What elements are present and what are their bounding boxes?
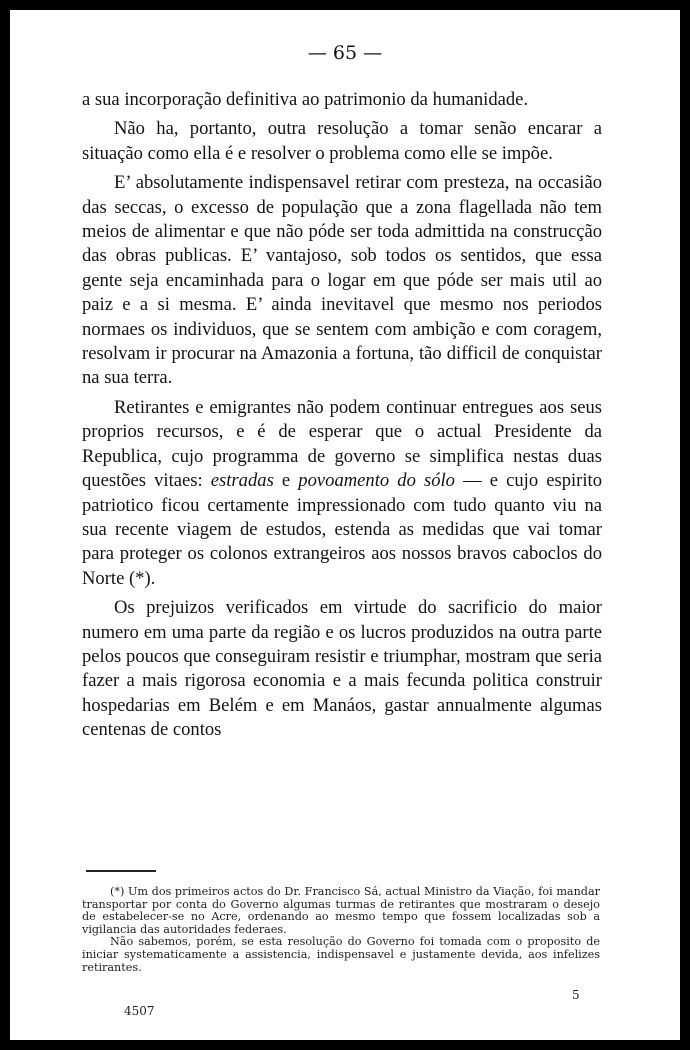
book-page bbox=[10, 10, 680, 1040]
footnote bbox=[82, 886, 600, 974]
italic-povoamento: povoamento do sólo bbox=[298, 470, 455, 492]
footnote-paragraph-2: Não sabemos, porém, se esta resolução do Governo foi tomada com o proposito de iniciar systematicamente a assistencia, indispensavel e justamente devida, aos infelizes retirantes. bbox=[82, 935, 600, 974]
signature-number: 5 bbox=[572, 988, 580, 1002]
main-text bbox=[82, 88, 602, 743]
signature-mark: 4507 bbox=[124, 1004, 155, 1018]
page-number: — 65 — bbox=[307, 42, 383, 64]
paragraph-3: E’ absolutamente indispensavel retirar com presteza, na occasião das seccas, o excesso de população que a zona flagellada não tem meios de alimentar e que não póde ser toda admittida na construcção das obras publicas. E’ vantajoso, sob todos os sentidos, que essa gente seja encaminhada para o logar em que póde ser mais util ao paiz e a si mesma. E’ ainda inevitavel que mesmo nos periodos normaes os individuos, que se sentem com ambição e com coragem, resolvam ir procurar na Amazonia a fortuna, tão difficil de conquistar na sua terra. bbox=[82, 172, 602, 389]
paragraph-2: Não ha, portanto, outra resolução a tomar senão encarar a situação como ella é e resolver o problema como elle se impõe. bbox=[82, 118, 602, 164]
paragraph-1: a sua incorporação definitiva ao patrimonio da humanidade. bbox=[82, 89, 529, 110]
footnote-paragraph-1: (*) Um dos primeiros actos do Dr. Francisco Sá, actual Ministro da Viação, foi mandar transportar por conta do Governo algumas turmas de retirantes que mostraram o desejo de estabelecer-se no Acre, ordenando ao mesmo tempo que fossem localizadas sob a vigilancia das autoridades federaes. bbox=[82, 885, 600, 936]
footnote-rule bbox=[86, 870, 156, 872]
paragraph-4-text-a: Retirantes e emigrantes não podem continuar entregues aos seus proprios recursos, e é de esperar que o actual Presidente da Republica, cujo programma de governo se simplifica nestas duas questões vitaes: bbox=[82, 396, 602, 492]
italic-estradas: estradas bbox=[210, 470, 274, 492]
paragraph-4-text-b: — e cujo espirito patriotico ficou certamente impressionado com tudo quanto viu na sua recente viagem de estudos, estenda as medidas que vai tomar para proteger os colonos extrangeiros aos nossos bravos caboclos do Norte (*). bbox=[82, 470, 603, 589]
paragraph-4 bbox=[82, 396, 602, 591]
paragraph-4-conjunction: e bbox=[281, 470, 291, 492]
paragraph-5: Os prejuizos verificados em virtude do sacrificio do maior numero em uma parte da região e os lucros produzidos na outra parte pelos poucos que conseguiram resistir e triumphar, mostram que seria fazer a mais rigorosa economia e a mais fecunda politica construir hospedarias em Belém e em Manáos, gastar annualmente algumas centenas de contos bbox=[82, 597, 602, 741]
